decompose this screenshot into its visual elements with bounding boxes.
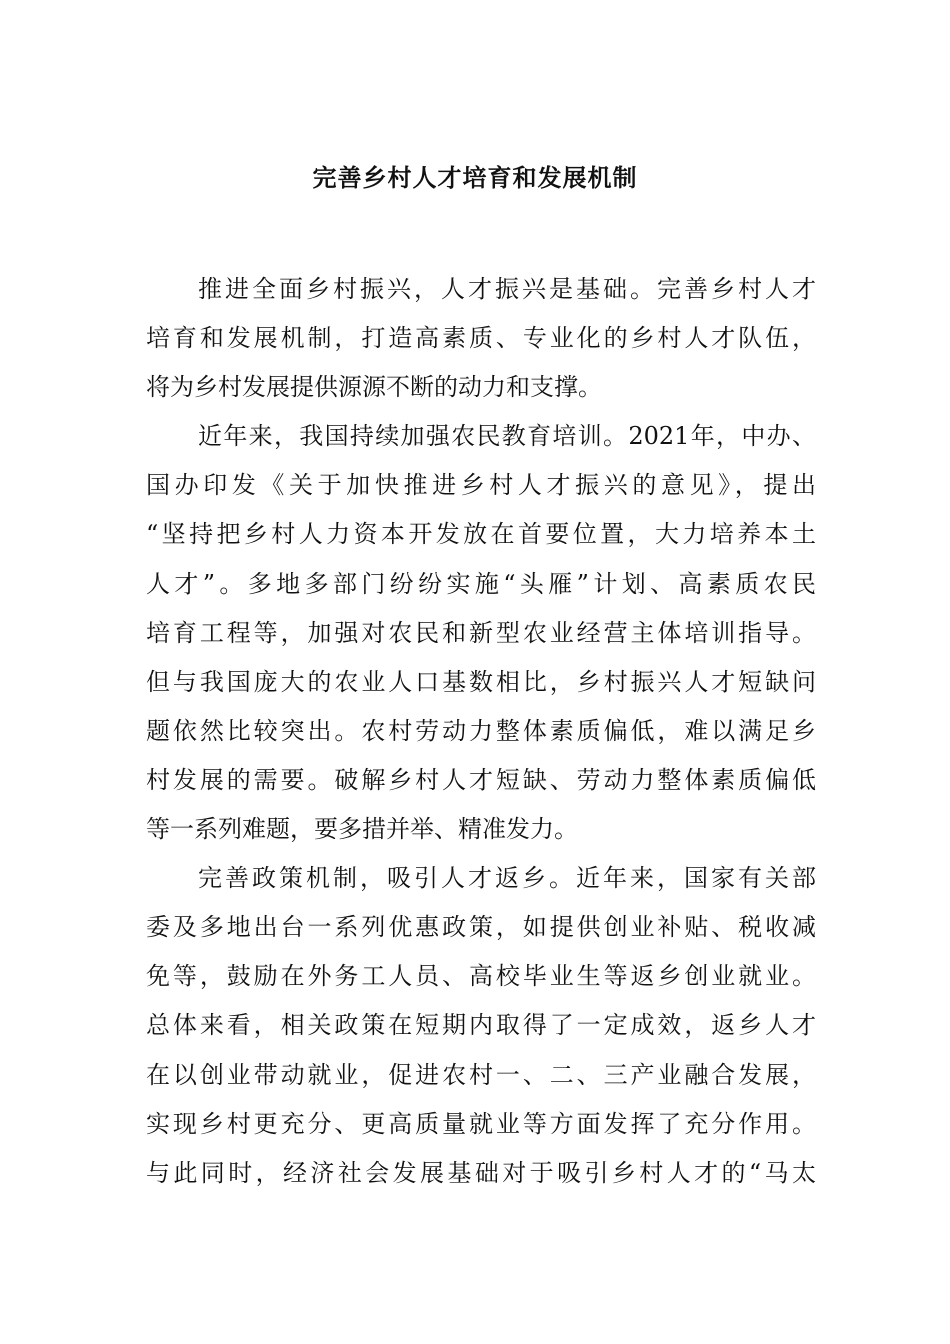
text-line: 推进全面乡村振兴，人才振兴是基础。完善乡村人才 bbox=[198, 275, 816, 303]
text-line: 等一系列难题，要多措并举、精准发力。 bbox=[146, 815, 578, 844]
text-line: 培育和发展机制，打造高素质、专业化的乡村人才队伍， bbox=[146, 324, 816, 353]
text-line: 村发展的需要。破解乡村人才短缺、劳动力整体素质偏低 bbox=[146, 765, 816, 794]
text-line: 委及多地出台一系列优惠政策，如提供创业补贴、税收减 bbox=[146, 913, 816, 942]
text-line: 完善政策机制，吸引人才返乡。近年来，国家有关部 bbox=[198, 864, 816, 893]
text-line: 免等，鼓励在外务工人员、高校毕业生等返乡创业就业。 bbox=[146, 962, 816, 991]
text-line: 人才”。多地多部门纷纷实施“头雁”计划、高素质农民 bbox=[146, 569, 816, 598]
text-line: 与此同时，经济社会发展基础对于吸引乡村人才的“马太 bbox=[146, 1158, 816, 1187]
text-line: 将为乡村发展提供源源不断的动力和支撑。 bbox=[146, 373, 602, 402]
text-line: 近年来，我国持续加强农民教育培训。2021年，中办、 bbox=[198, 422, 816, 451]
document-body bbox=[146, 265, 816, 1198]
text-line: 培育工程等，加强对农民和新型农业经营主体培训指导。 bbox=[146, 618, 816, 647]
text-line: 实现乡村更充分、更高质量就业等方面发挥了充分作用。 bbox=[146, 1109, 816, 1138]
text-line: 总体来看，相关政策在短期内取得了一定成效，返乡人才 bbox=[146, 1011, 816, 1040]
text-line: 题依然比较突出。农村劳动力整体素质偏低，难以满足乡 bbox=[146, 716, 816, 745]
text-line: 在以创业带动就业，促进农村一、二、三产业融合发展， bbox=[146, 1060, 816, 1089]
text-line: 但与我国庞大的农业人口基数相比，乡村振兴人才短缺问 bbox=[146, 667, 816, 696]
page-title: 完善乡村人才培育和发展机制 bbox=[312, 163, 638, 192]
text-line: “坚持把乡村人力资本开发放在首要位置，大力培养本土 bbox=[146, 520, 816, 549]
text-line: 国办印发《关于加快推进乡村人才振兴的意见》，提出 bbox=[146, 471, 816, 500]
